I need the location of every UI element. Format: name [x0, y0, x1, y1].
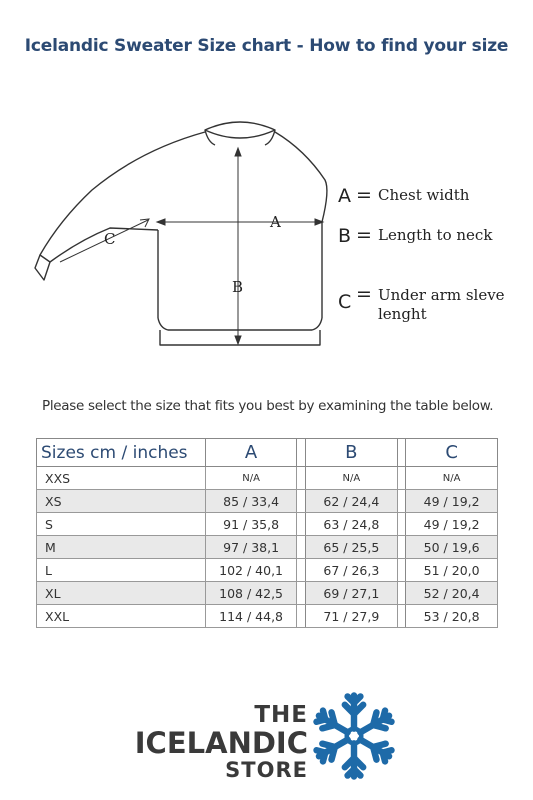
column-gap — [297, 439, 306, 467]
sweater-outline — [35, 122, 327, 345]
column-gap — [397, 439, 406, 467]
value-b-cell: 69 / 27,1 — [306, 582, 398, 605]
value-c-cell: 51 / 20,0 — [406, 559, 498, 582]
legend-b — [338, 224, 493, 247]
table-row — [37, 467, 498, 490]
page-title: Icelandic Sweater Size chart - How to find your size — [24, 36, 509, 56]
value-b-cell: 62 / 24,4 — [306, 490, 398, 513]
table-row — [37, 536, 498, 559]
column-gap — [297, 559, 306, 582]
svg-text:B: B — [338, 225, 352, 247]
size-cell: XS — [37, 490, 206, 513]
header-sizes: Sizes cm / inches — [37, 439, 206, 467]
logo-main-text: ICELANDIC — [134, 726, 308, 760]
value-c-cell: 49 / 19,2 — [406, 490, 498, 513]
length-arrow — [235, 148, 241, 344]
label-c: C — [104, 230, 116, 248]
store-logo — [130, 690, 410, 780]
size-cell: XXL — [37, 605, 206, 628]
value-b-cell: 67 / 26,3 — [306, 559, 398, 582]
logo-store-text: STORE — [225, 758, 308, 782]
table-row — [37, 559, 498, 582]
svg-text:C: C — [338, 291, 352, 313]
column-gap — [397, 536, 406, 559]
svg-text:=: = — [356, 184, 372, 206]
label-b: B — [232, 278, 244, 296]
column-gap — [297, 467, 306, 490]
value-a-cell: 114 / 44,8 — [205, 605, 297, 628]
header-b: B — [306, 439, 398, 467]
size-cell: XL — [37, 582, 206, 605]
column-gap — [297, 582, 306, 605]
svg-text:A: A — [338, 185, 351, 207]
header-c: C — [406, 439, 498, 467]
value-a-cell: 91 / 35,8 — [205, 513, 297, 536]
value-a-cell: 97 / 38,1 — [205, 536, 297, 559]
value-c-cell: 53 / 20,8 — [406, 605, 498, 628]
chest-arrow — [157, 219, 323, 225]
value-b-cell: 71 / 27,9 — [306, 605, 398, 628]
size-cell: L — [37, 559, 206, 582]
column-gap — [297, 490, 306, 513]
legend-c — [338, 283, 505, 323]
column-gap — [297, 536, 306, 559]
size-cell: M — [37, 536, 206, 559]
table-row — [37, 490, 498, 513]
column-gap — [397, 582, 406, 605]
column-gap — [397, 513, 406, 536]
value-a-cell: 108 / 42,5 — [205, 582, 297, 605]
column-gap — [297, 513, 306, 536]
value-a-cell: 102 / 40,1 — [205, 559, 297, 582]
svg-text:Length to neck: Length to neck — [378, 226, 493, 244]
legend-a — [338, 184, 470, 207]
header-a: A — [205, 439, 297, 467]
value-b-cell: 65 / 25,5 — [306, 536, 398, 559]
table-header-row — [37, 439, 498, 467]
svg-text:lenght: lenght — [378, 305, 427, 323]
value-c-cell: 50 / 19,6 — [406, 536, 498, 559]
size-cell: XXS — [37, 467, 206, 490]
logo-the-text: THE — [254, 702, 308, 728]
column-gap — [397, 605, 406, 628]
column-gap — [297, 605, 306, 628]
value-a-cell: 85 / 33,4 — [205, 490, 297, 513]
value-c-cell: N/A — [406, 467, 498, 490]
column-gap — [397, 467, 406, 490]
sweater-diagram — [30, 110, 520, 360]
svg-text:Under arm sleve: Under arm sleve — [378, 286, 505, 304]
svg-text:=: = — [356, 224, 372, 246]
size-cell: S — [37, 513, 206, 536]
table-row — [37, 582, 498, 605]
value-c-cell: 52 / 20,4 — [406, 582, 498, 605]
value-c-cell: 49 / 19,2 — [406, 513, 498, 536]
table-row — [37, 605, 498, 628]
column-gap — [397, 559, 406, 582]
column-gap — [397, 490, 406, 513]
value-b-cell: N/A — [306, 467, 398, 490]
value-b-cell: 63 / 24,8 — [306, 513, 398, 536]
value-a-cell: N/A — [205, 467, 297, 490]
size-table — [36, 438, 498, 628]
svg-text:Chest width: Chest width — [378, 186, 470, 204]
snowflake-icon — [308, 690, 400, 782]
instruction-text: Please select the size that fits you best by examining the table below. — [42, 398, 494, 414]
label-a: A — [270, 213, 281, 231]
svg-text:=: = — [356, 283, 372, 305]
table-row — [37, 513, 498, 536]
